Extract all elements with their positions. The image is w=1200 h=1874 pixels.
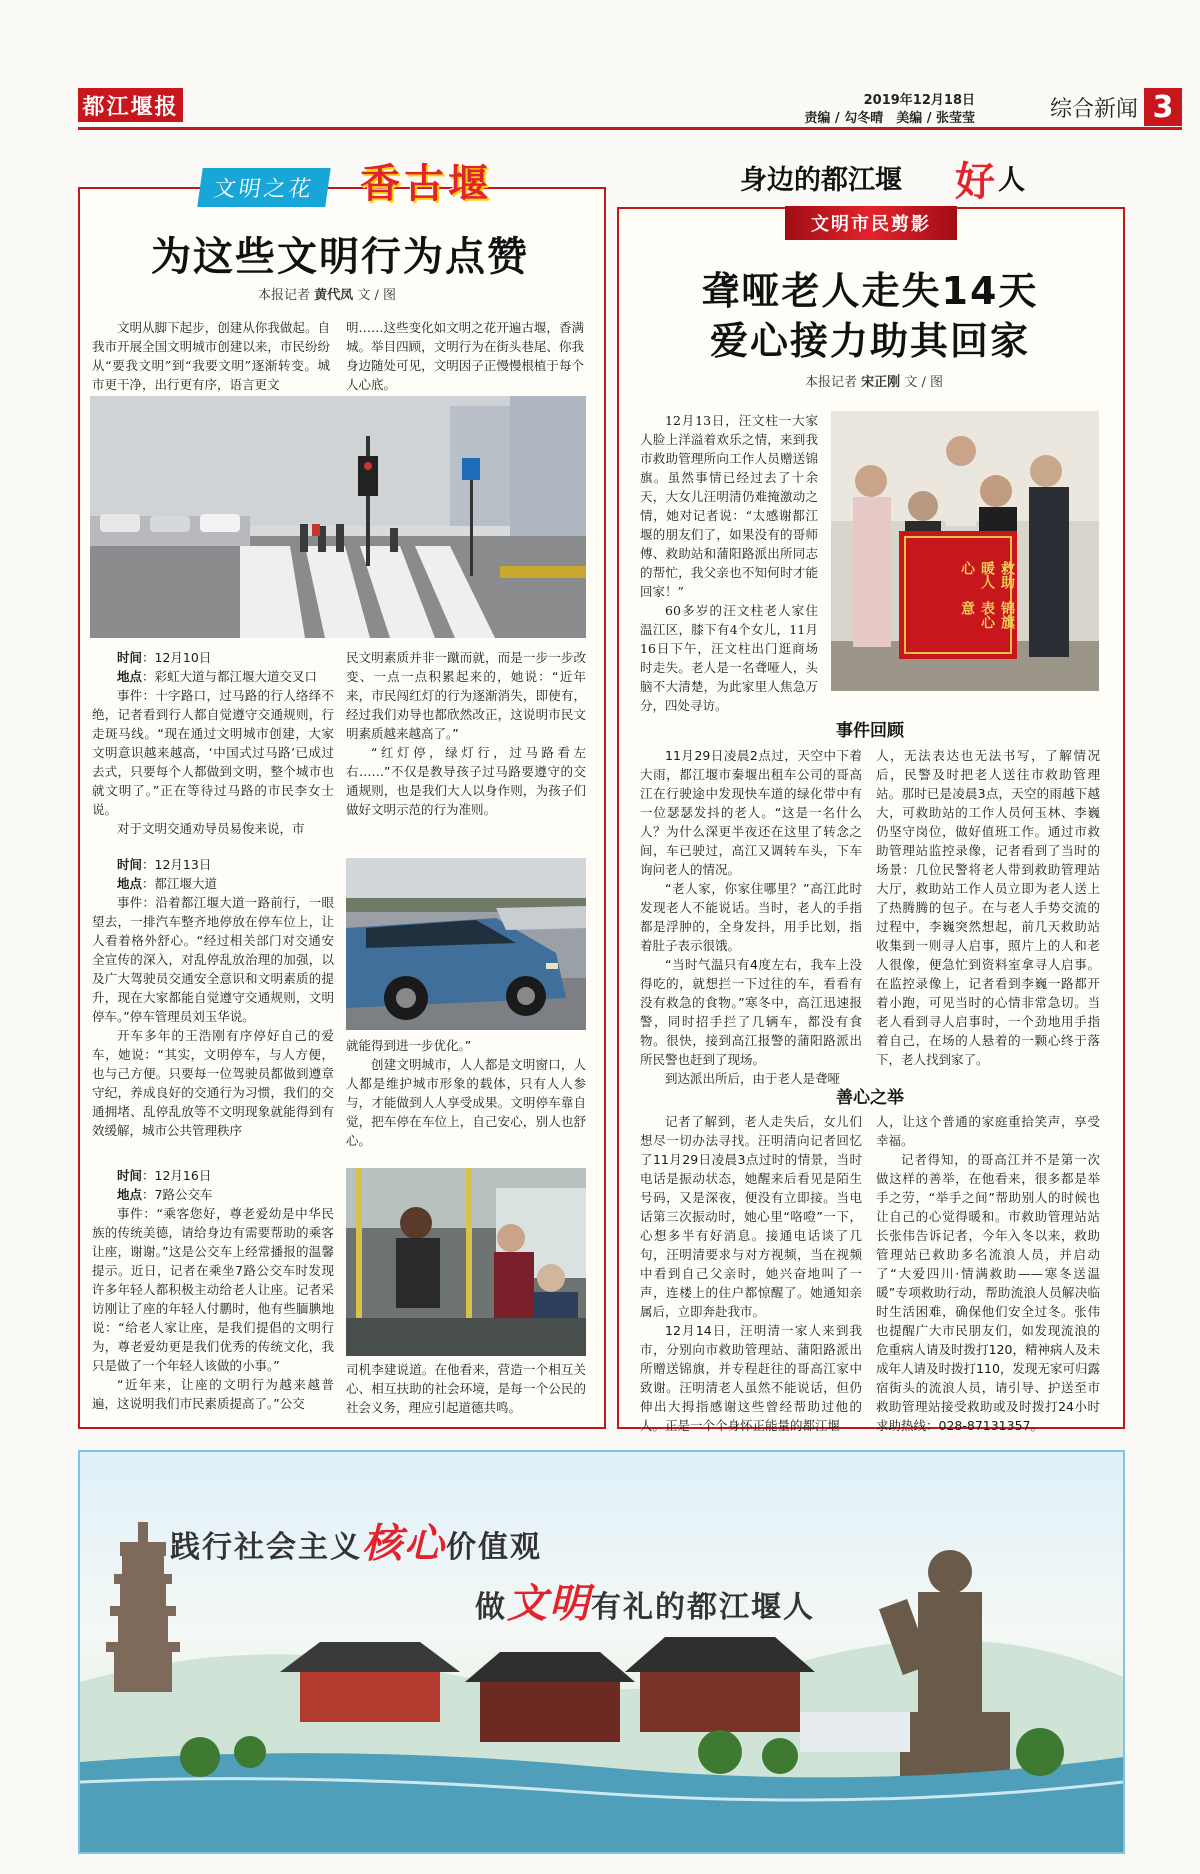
- banner-line1: 身边的都江堰: [740, 165, 902, 196]
- left-byline: [258, 284, 396, 303]
- photo-parked-cars: [346, 858, 586, 1030]
- section-name: 综合新闻: [1049, 97, 1138, 122]
- s1-para-2: 对于文明交通劝导员易俊来说，市: [117, 821, 305, 836]
- photo-banner-handover: [831, 411, 1099, 691]
- sub1-col1: [640, 746, 862, 1088]
- banner-ren: 人: [998, 165, 1025, 196]
- s2-time: 时间：12月13日: [117, 857, 212, 872]
- s3-place: 地点：7路公交车: [117, 1187, 213, 1202]
- flag-line1: 救助暖人心: [959, 561, 1015, 589]
- time-value: 12月16日: [154, 1168, 212, 1183]
- left-intro-col1: [92, 318, 330, 394]
- sub2-para-1: 记者了解到，老人走失后，女儿们想尽一切办法寻找。汪明清向记者回忆了11月29日凌晨3点过时的情景，当时电话是振动状态，她醒来后看见是陌生号码，又是深夜，便没有立即接。当电话第三次振动时，她心里“咯噔”一下，心想多半有好消息。接通电话谈了几句，汪明清要求与对方视频，当在视频中看到自己父亲时，她兴奋地叫了一声，连楼上的住户都惊醒了。她通知亲属后，立即奔赴我市。: [640, 1114, 862, 1319]
- sub1-para-2: “老人家，你家住哪里？”高江此时发现老人不能说话。当时，老人的手指都是浮肿的，全身发抖，用手比划，指着肚子表示很饿。: [640, 881, 862, 953]
- slogan1-part-a: 践行社会主义: [170, 1530, 362, 1565]
- s2-para-4: 创建文明城市，人人都是文明窗口，人人都是维护城市形象的载体，只有人人参与，才能做到人人享受成果。文明停车靠自觉，把车停在车位上，自己安心，别人也舒心。: [346, 1057, 586, 1148]
- sub1-para-5: 人，无法表达也无法书写，了解情况后，民警及时把老人送往市救助管理站。那时已是凌晨3点，天空的雨越下越大，可救助站的工作人员何玉林、李巍仍坚守岗位，做好值班工作。通过市救助管理站监控录像，记者看到了当时的场景：几位民警将老人带到救助管理站大厅，救助站工作人员立即为老人送上了热腾腾的包子。在与老人手势交流的过程中，李巍突然想起，前几天救助站收集到一则寻人启事，照片上的人和老人很像，便急忙到资料室拿寻人启事。在监控录像上，记者看到李巍一路都开着小跑，可见当时的心情非常急切。当老人看到寻人启事时，一个劲地用手指着自己，在场的人悬着的一颗心终于落下，老人找到家了。: [876, 748, 1100, 1067]
- slogan-line2: [475, 1572, 815, 1629]
- slogan2-part-a: 做: [475, 1590, 507, 1625]
- s3-time: 时间：12月16日: [117, 1168, 212, 1183]
- editors: 责编 / 勾冬晴 美编 / 张莹莹: [804, 111, 975, 126]
- s3-col2: [346, 1360, 586, 1417]
- time-label: 时间: [117, 650, 143, 665]
- byline-suffix: 文 / 图: [904, 375, 943, 390]
- banner-hao: 好: [955, 158, 995, 205]
- slogan2-part-b: 有礼的都江堰人: [591, 1590, 815, 1625]
- intro-para-1: 12月13日，汪文柱一大家人脸上洋溢着欢乐之情，来到我市救助管理所向工作人员赠送锦旗。虽然事情已经过去了十余天，大女儿汪明清仍难掩激动之情，她对记者说：“太感谢都江堰的朋友们了，如果没有的哥师傅、救助站和蒲阳路派出所同志的帮忙，我父亲也不知何时才能回家！”: [640, 413, 818, 599]
- date-editors: [804, 92, 975, 128]
- photo-crosswalk: [90, 396, 586, 638]
- s1-para-1: 事件：十字路口，过马路的行人络绎不绝，记者看到行人都自觉遵守交通规则，行走斑马线。“现在通过文明城市创建，大家文明意识越来越高，‘中国式过马路’已成过去式，只要每个人都做到文明，整个城市也就文明了。”正在等待过马路的市民李女士说。: [92, 688, 334, 817]
- page-header: [0, 0, 1200, 130]
- s1-place: 地点：彩虹大道与都江堰大道交叉口: [117, 669, 318, 684]
- byline-name: 宋正刚: [861, 375, 901, 390]
- intro-text-2: 明……这些变化如文明之花开遍古堰，香满城。举目四顾，文明行为在街头巷尾、你我身边随处可见，文明因子正慢慢根植于每个人心底。: [346, 320, 584, 392]
- issue-date: 2019年12月18日: [863, 93, 975, 108]
- s3-para-2: “近年来，让座的文明行为越来越普遍，这说明我们市民素质提高了。”公交: [92, 1377, 334, 1411]
- slogan1-highlight: 核心: [362, 1520, 446, 1567]
- s3-para-1: 事件：“乘客您好，尊老爱幼是中华民族的传统美德，请给身边有需要帮助的乘客让座，谢谢。”这是公交车上经常播报的温馨提示。近日，记者在乘坐7路公交车时发现许多年轻人都积极主动给老人让座。记者采访刚让了座的年轻人付鹏时，他有些腼腆地说：“给老人家让座，是我们提倡的文明行为，尊老爱幼更是我们优秀的传统文化，我只是做了一个年轻人该做的小事。”: [92, 1206, 334, 1373]
- page-number: 3: [1144, 88, 1182, 126]
- header-rule: [78, 127, 1182, 130]
- place-label: 地点: [117, 876, 143, 891]
- time-value: 12月10日: [154, 650, 212, 665]
- intro-para-2: 60多岁的汪文柱老人家住温江区，膝下有4个女儿，11月16日下午，汪文柱出门逛商场时走失。老人是一名聋哑人，头脑不大清楚，为此家里人焦急万分，四处寻访。: [640, 603, 818, 713]
- banner-tag: 文明之花: [197, 168, 330, 207]
- masthead-logo: 都江堰报: [78, 88, 183, 122]
- s1-col2: [346, 648, 586, 819]
- byline-prefix: 本报记者: [258, 288, 311, 303]
- left-banner: [200, 152, 540, 214]
- s3-para-3: 司机李建说道。在他看来，营造一个相互关心、相互扶助的社会环境，是每一个公民的社会义务，理应引起道德共鸣。: [346, 1362, 586, 1415]
- s1-para-3: 民文明素质并非一蹴而就，而是一步一步改变、一点一点积累起来的，她说：“近年来，市民闯红灯的行为逐渐消失，即使有，经过我们劝导也都欣然改正，这说明市民文明素质越来越高了。”: [346, 650, 586, 741]
- slogan1-part-b: 价值观: [446, 1530, 542, 1565]
- banner-sub: 文明市民剪影: [785, 206, 957, 240]
- headline-line1: 聋哑老人走失14天: [701, 269, 1039, 313]
- left-intro-col2: [346, 318, 584, 394]
- sub1-para-4: 到达派出所后，由于老人是聋哑: [665, 1071, 841, 1086]
- subhead-good-deeds: 善心之举: [836, 1088, 904, 1108]
- subhead-event-review: 事件回顾: [836, 721, 904, 741]
- sub2-col2: [876, 1112, 1100, 1435]
- right-headline: [620, 266, 1120, 366]
- byline-prefix: 本报记者: [805, 375, 858, 390]
- slogan2-highlight: 文明: [507, 1580, 591, 1627]
- sub2-col1: [640, 1112, 862, 1435]
- banner-flag-text: [907, 561, 1017, 641]
- slogan-line1: [170, 1512, 542, 1569]
- place-value: 都江堰大道: [154, 876, 218, 891]
- sub1-col2: [876, 746, 1100, 1069]
- sub1-para-1: 11月29日凌晨2点过，天空中下着大雨，都江堰市秦堰出租车公司的哥高江在行驶途中发现快车道的绿化带中有一位瑟瑟发抖的老人。“这是一名什么人？为什么深更半夜还在这里了转念之间，车已驶过，高江又调转车头，下车询问老人的情况。: [640, 748, 862, 877]
- place-label: 地点: [117, 1187, 143, 1202]
- right-intro: [640, 411, 818, 715]
- sub2-para-4: 记者得知，的哥高江并不是第一次做这样的善举，在他看来，很多都是举手之劳，“举手之间”帮助别人的时候也让自己的心觉得暖和。市救助管理站站长张伟告诉记者，今年入冬以来，救助管理站已救助多名流浪人员，并启动了“大爱四川·情满救助——寒冬送温暖”专项救助行动，帮助流浪人员解决临时生活困难，确保他们安全过冬。张伟也提醒广大市民朋友们，如发现流浪的危重病人请及时拨打120，精神病人及未成年人请及时拨打110，发现无家可归露宿街头的流浪人员，请引导、护送至市救助管理站接受救助或及时拨打24小时求助热线：028-87131357。: [876, 1152, 1100, 1433]
- time-label: 时间: [117, 1168, 143, 1183]
- byline-suffix: 文 / 图: [357, 288, 396, 303]
- s2-para-3: 就能得到进一步优化。”: [346, 1038, 472, 1053]
- place-label: 地点: [117, 669, 143, 684]
- right-banner: [730, 158, 1060, 244]
- s2-para-1: 事件：沿着都江堰大道一路前行，一眼望去，一排汽车整齐地停放在停车位上，让人看着格外舒心。“经过相关部门对交通安全宣传的深入，对乱停乱放治理的加强，以及广大驾驶员交通安全意识和文明素质的提升，现在大家都能自觉遵守交通规则，文明停车。”停车管理员刘玉华说。: [92, 895, 334, 1024]
- time-label: 时间: [117, 857, 143, 872]
- flag-line2: 锦旗表心意: [959, 601, 1015, 629]
- s2-para-2: 开车多年的王浩刚有序停好自己的爱车，她说：“其实，文明停车，与人方便，也与己方便。只要每一位驾驶员都做到遵章守纪，养成良好的交通行为习惯，我们的交通拥堵、乱停乱放等不文明现象就能得到有效缓解，城市公共管理秩序: [92, 1028, 334, 1138]
- s3-col1: [92, 1166, 334, 1413]
- s1-para-4: “红灯停，绿灯行，过马路看左右……”不仅是教导孩子过马路要遵守的交通规则，也是我们大人以身作则，为孩子们做好文明示范的行为准则。: [346, 745, 586, 817]
- byline-name: 黄代凤: [314, 288, 354, 303]
- headline-line2: 爱心接力助其回家: [709, 319, 1030, 363]
- s2-col1: [92, 855, 334, 1140]
- sub2-para-2: 12月14日，汪明清一家人来到我市，分别向市救助管理站、蒲阳路派出所赠送锦旗，并专程赶往的哥高江家中致谢。汪明清老人虽然不能说话，但仍伸出大拇指感谢这些曾经帮助过他的人。正是一个个身怀正能量的都江堰: [640, 1323, 862, 1433]
- place-value: 彩虹大道与都江堰大道交叉口: [154, 669, 318, 684]
- sub1-para-3: “当时气温只有4度左右，我车上没得吃的，就想拦一下过往的车，看看有没有救急的食物。”寒冬中，高江迅速报警，同时招手拦了几辆车，都没有食物。很快，接到高江报警的蒲阳路派出所民警也赶到了现场。: [640, 957, 862, 1067]
- public-service-banner: [78, 1450, 1125, 1854]
- s1-col1: [92, 648, 334, 838]
- place-value: 7路公交车: [154, 1187, 213, 1202]
- s2-place: 地点：都江堰大道: [117, 876, 218, 891]
- time-value: 12月13日: [154, 857, 212, 872]
- s1-time: 时间：12月10日: [117, 650, 212, 665]
- photo-bus-passengers: [346, 1168, 586, 1356]
- intro-text-1: 文明从脚下起步，创建从你我做起。自我市开展全国文明城市创建以来，市民纷纷从“要我文明”到“我要文明”逐渐转变。城市更干净，出行更有序，语言更文: [92, 320, 330, 392]
- right-byline: [805, 371, 943, 390]
- s2-col2: [346, 1036, 586, 1150]
- left-headline: 为这些文明行为点赞: [151, 234, 529, 280]
- banner-title: 香古堰: [360, 160, 492, 207]
- sub2-para-3: 人，让这个普通的家庭重拾笑声，享受幸福。: [876, 1114, 1100, 1148]
